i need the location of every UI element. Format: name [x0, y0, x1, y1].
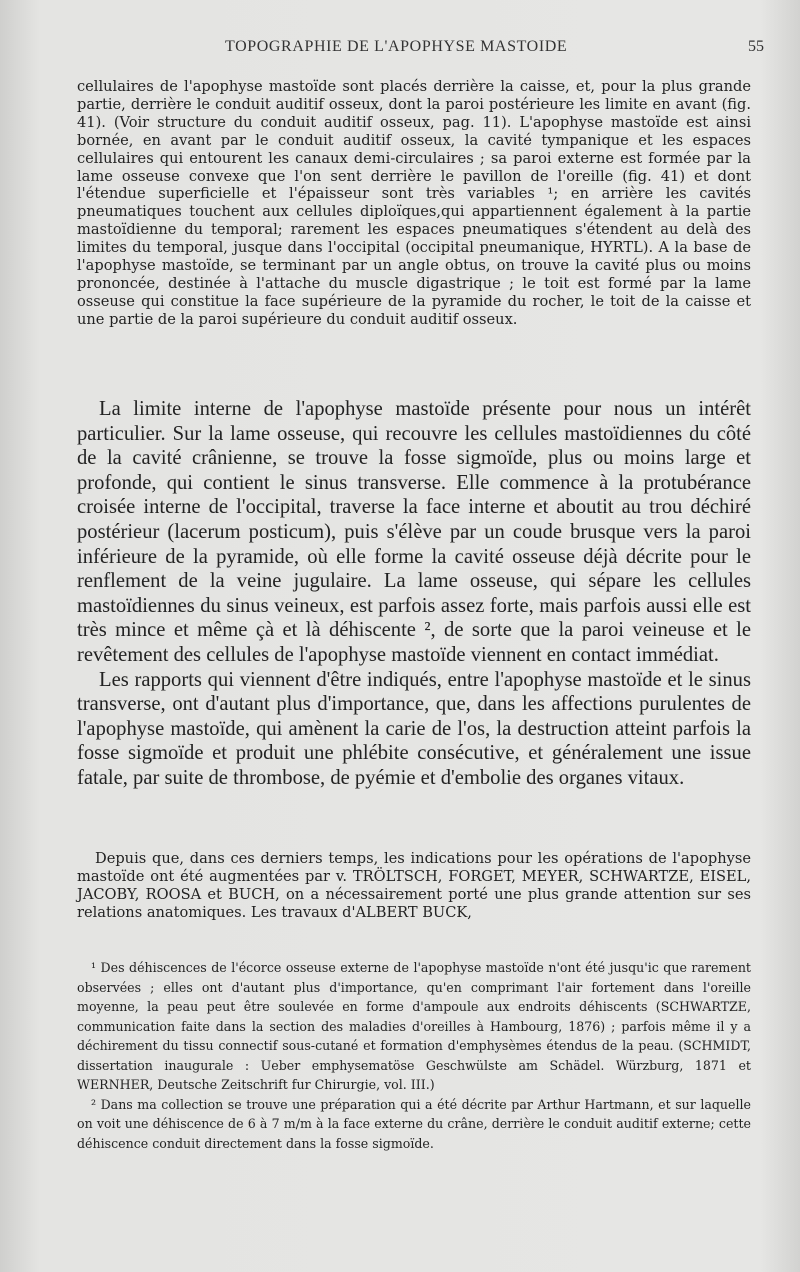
page-number: 55 [748, 38, 764, 55]
paragraph: Les rapports qui viennent d'être indiqués, entre l'apophyse mastoïde et le sinus transverse, ont d'autant plus d'importance, que, dans les affections purulentes de l'apophyse mastoïde, qui amènent la carie de l'os, la destruction atteint parfois la fosse sigmoïde et produit une phlébite consécutive, et généralement une issue fatale, par suite de thrombose, de pyémie et d'embolie des organes vitaux. [77, 668, 751, 789]
footnotes [77, 958, 751, 1178]
page-header [0, 38, 800, 64]
footnote-2: ² Dans ma collection se trouve une préparation qui a été décrite par Arthur Hartmann, et sur laquelle on voit une déhiscence de 6 à 7 m/m à la face externe du crâne, derrière le conduit auditif externe; cette déhiscence conduit directement dans la fosse sigmoïde. [77, 1096, 751, 1151]
running-title: TOPOGRAPHIE DE L'APOPHYSE MASTOIDE [225, 38, 568, 55]
text-block-1 [77, 78, 751, 396]
paragraph: La limite interne de l'apophyse mastoïde présente pour nous un intérêt particulier. Sur la lame osseuse, qui recouvre les cellules mastoïdiennes du côté de la cavité crânienne, se trouve la fosse sigmoïde, plus ou moins large et profonde, qui contient le sinus transverse. Elle commence à la protubérance croisée interne de l'occipital, traverse la face interne et aboutit au trou déchiré postérieur (lacerum posticum), puis s'élève par un coude brusque vers la paroi inférieure de la pyramide, où elle forme la cavité osseuse déjà décrite pour le renflement de la veine jugulaire. La lame osseuse, qui sépare les cellules mastoïdiennes du sinus veineux, est parfois assez forte, mais parfois aussi elle est très mince et même çà et là déhiscente ², de sorte que la paroi veineuse et le revêtement des cellules de l'apophyse mastoïde viennent en contact immédiat. [77, 398, 751, 666]
paragraph: cellulaires de l'apophyse mastoïde sont placés derrière la caisse, et, pour la plus grande partie, derrière le conduit auditif osseux, dont la paroi postérieure les limite en avant (fig. 41). (Voir structure du conduit auditif osseux, pag. 11). L'apophyse mastoïde est ainsi bornée, en avant par le conduit auditif osseux, la cavité tympanique et les espaces cellulaires qui entourent les canaux demi-circulaires ; sa paroi externe est formée par la lame osseuse convexe que l'on sent derrière le pavillon de l'oreille (fig. 41) et dont l'étendue superficielle et l'épaisseur sont très variables ¹; en arrière les cavités pneumatiques touchent aux cellules diploïques,qui appartiennent également à la partie mastoïdienne du temporal; rarement les espaces pneumatiques s'étendent au delà des limites du temporal, jusque dans l'occipital (occipital pneumanique, HYRTL). A la base de l'apophyse mastoïde, se terminant par un angle obtus, on trouve la cavité plus ou moins prononcée, destinée à l'attache du muscle digastrique ; le toit est formé par la lame osseuse qui constitue la face supérieure de la pyramide du rocher, le toit de la caisse et une partie de la paroi supérieure du conduit auditif osseux. [77, 78, 751, 328]
footnote-1: ¹ Des déhiscences de l'écorce osseuse externe de l'apophyse mastoïde n'ont été jusqu'ic que rarement observées ; elles ont d'autant plus d'importance, qu'en comprimant l'air fortement dans l'oreille moyenne, la peau peut être soulevée en forme d'ampoule aux endroits déhiscents (SCHWARTZE, communication faite dans la section des maladies d'oreilles à Hambourg, 1876) ; parfois même il y a déchirement du tissu connectif sous-cutané et formation d'emphysèmes étendus de la peau. (SCHMIDT, dissertation inaugurale : Ueber emphysematöse Geschwülste am Schädel. Würzburg, 1871 et WERNHER, Deutsche Zeitschrift fur Chirurgie, vol. III.) [77, 960, 751, 1092]
text-block-3 [77, 850, 751, 930]
paragraph: Depuis que, dans ces derniers temps, les indications pour les opérations de l'apophyse mastoïde ont été augmentées par v. TRÖLTSCH, FORGET, MEYER, SCHWARTZE, EISEL, JACOBY, ROOSA et BUCH, on a nécessairement porté une plus grande attention sur ses relations anatomiques. Les travaux d'ALBERT BUCK, [77, 850, 751, 921]
text-block-2 [77, 397, 751, 827]
